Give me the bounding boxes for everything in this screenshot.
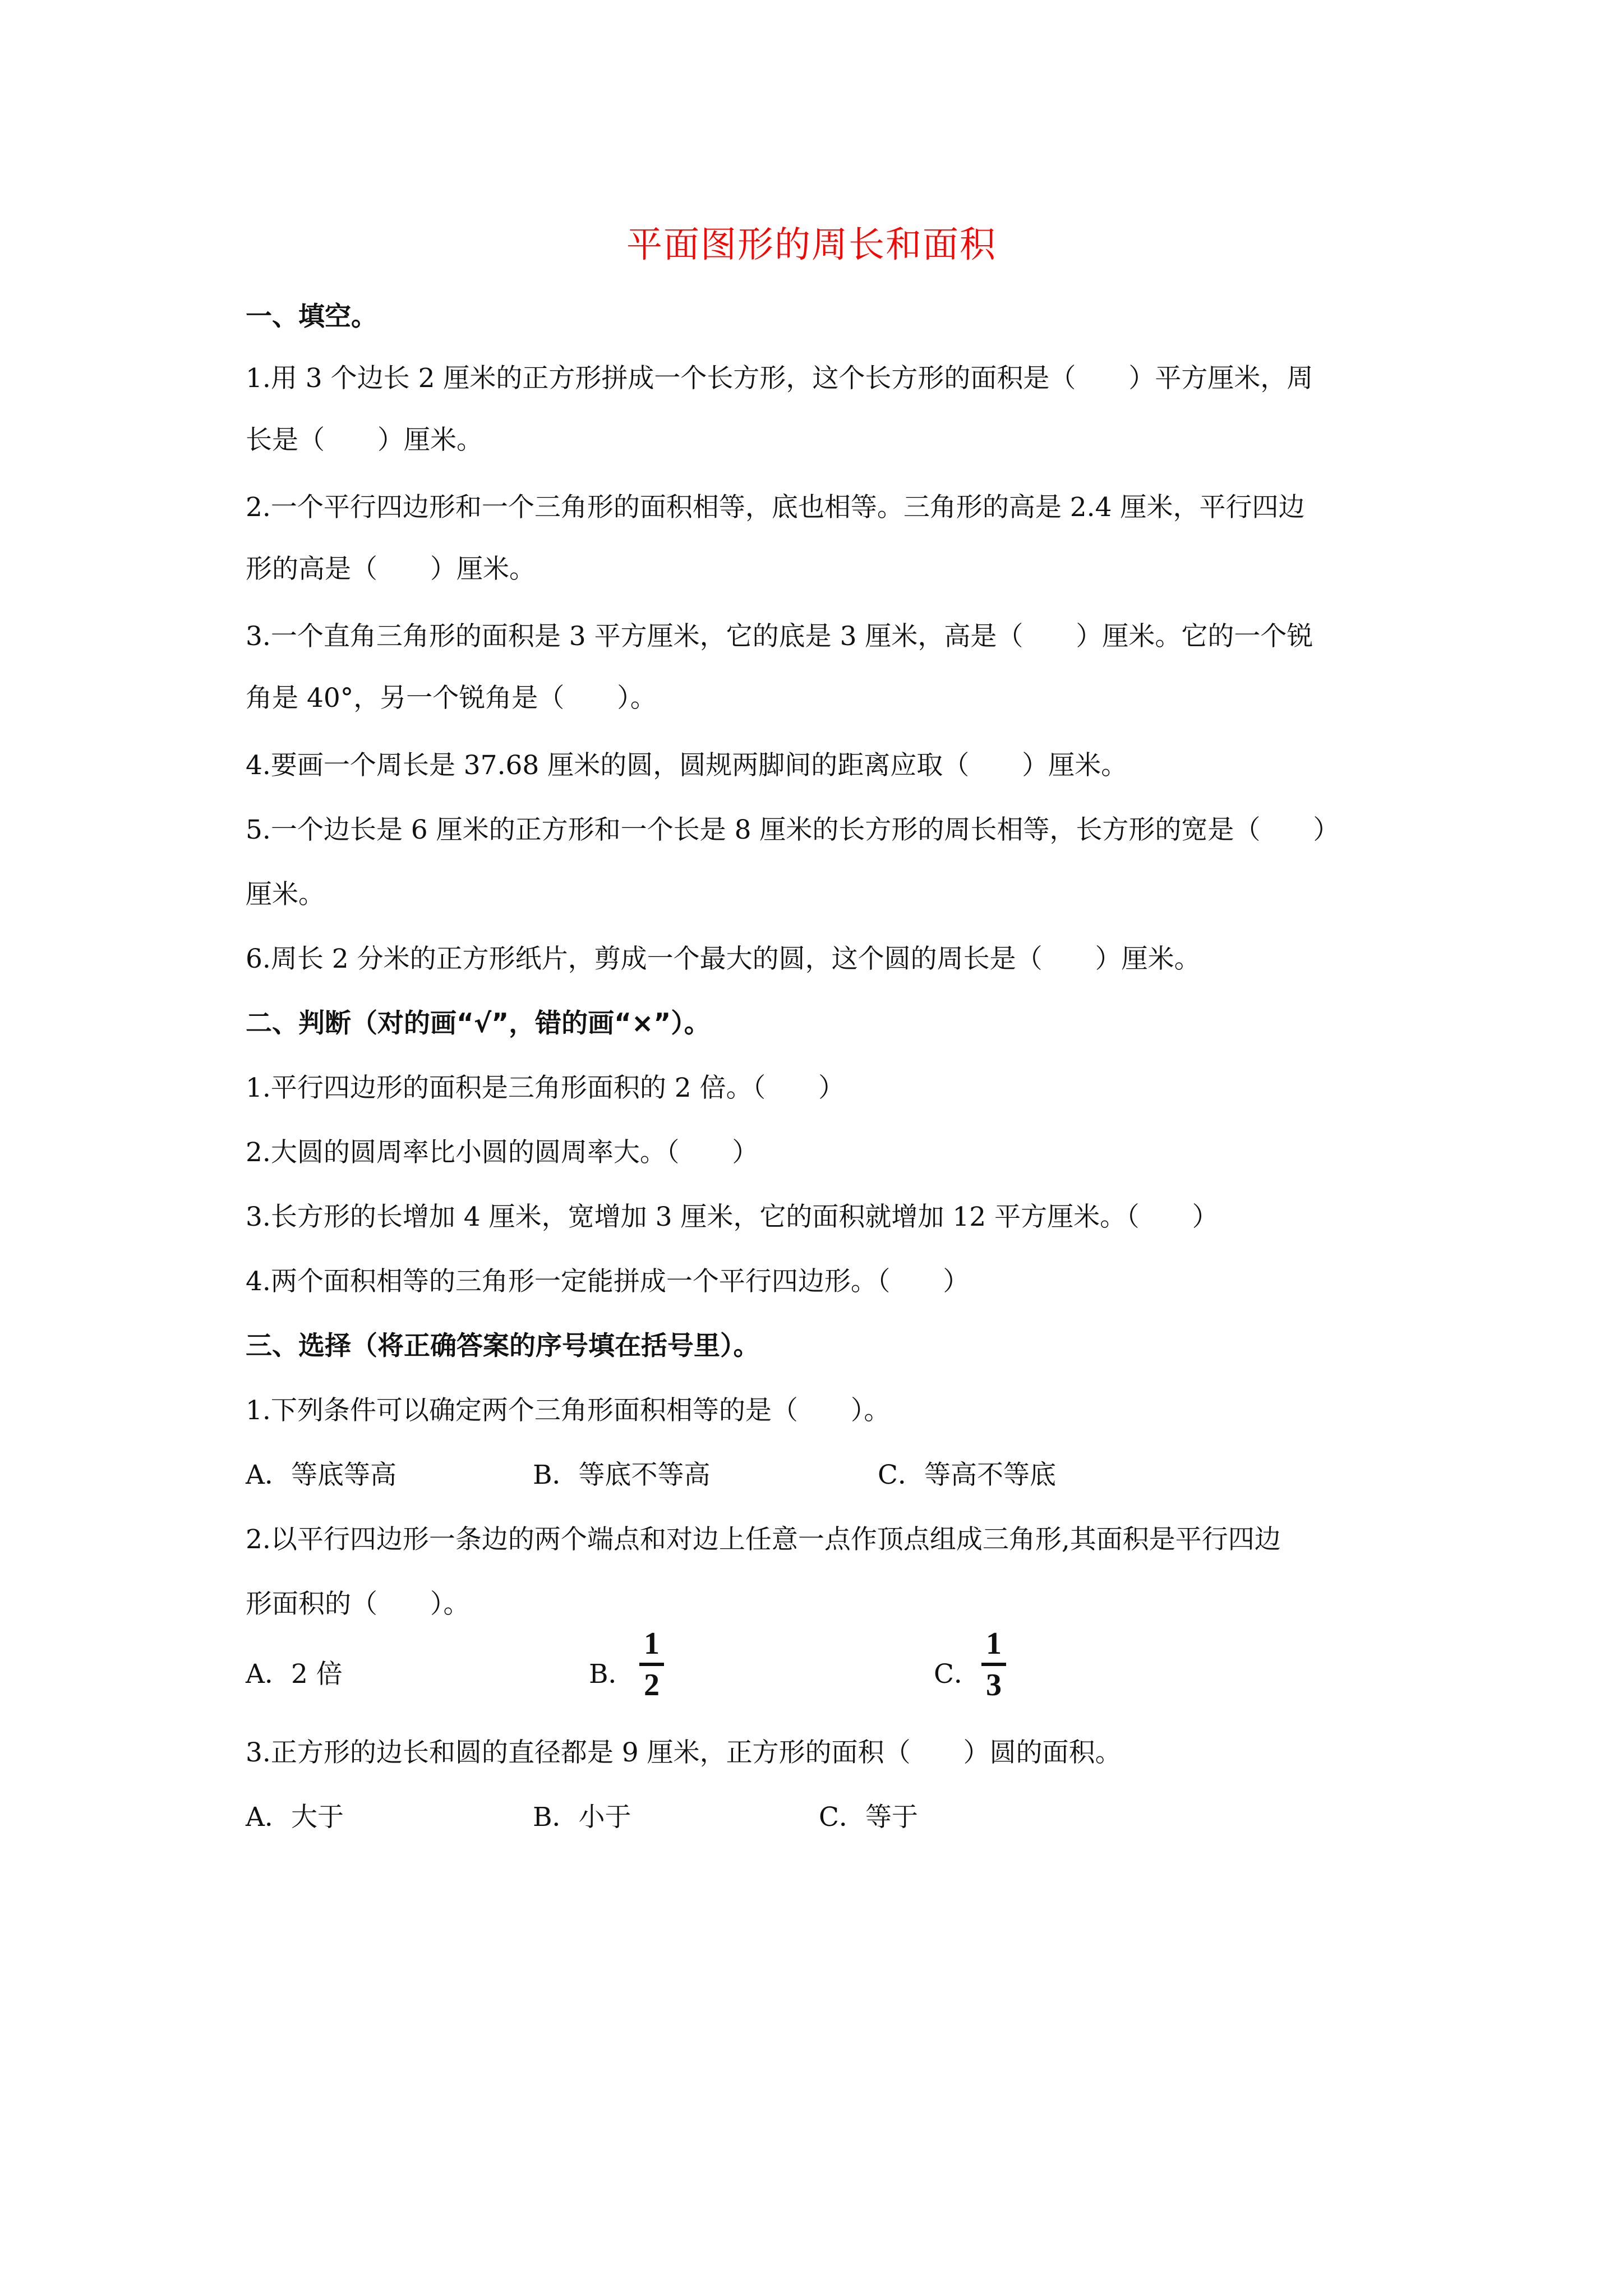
option-3-2-b-label: B． xyxy=(589,1659,635,1690)
question-1-5-line-1: 5.一个边长是 6 厘米的正方形和一个长是 8 厘米的长方形的周长相等，长方形的宽是（ ） xyxy=(246,815,1340,845)
fraction-numerator: 1 xyxy=(986,1626,1002,1661)
fraction-one-third xyxy=(981,1627,1006,1702)
option-3-3-a: A．大于 xyxy=(246,1802,344,1833)
option-3-2-a: A．2 倍 xyxy=(246,1659,343,1690)
fraction-denominator: 2 xyxy=(644,1668,660,1703)
question-1-5-line-2: 厘米。 xyxy=(246,879,325,910)
question-3-1: 1.下列条件可以确定两个三角形面积相等的是（ ）。 xyxy=(246,1395,891,1426)
fraction-bar xyxy=(981,1663,1006,1666)
option-3-3-c: C．等于 xyxy=(819,1802,918,1833)
fraction-denominator: 3 xyxy=(986,1668,1002,1703)
option-3-1-c: C．等高不等底 xyxy=(878,1460,1056,1490)
question-2-1: 1.平行四边形的面积是三角形面积的 2 倍。（ ） xyxy=(246,1073,845,1103)
fraction-bar xyxy=(639,1663,664,1666)
fraction-one-half xyxy=(639,1627,664,1702)
question-1-1-line-2: 长是（ ）厘米。 xyxy=(246,425,483,455)
question-3-2-line-2: 形面积的（ ）。 xyxy=(246,1589,470,1619)
section-heading-fill-blank: 一、填空。 xyxy=(246,301,377,332)
question-2-3: 3.长方形的长增加 4 厘米，宽增加 3 厘米，它的面积就增加 12 平方厘米。（ ） xyxy=(246,1202,1219,1232)
question-1-3-line-1: 3.一个直角三角形的面积是 3 平方厘米，它的底是 3 厘米，高是（ ）厘米。它的一个锐 xyxy=(246,621,1313,652)
question-2-2: 2.大圆的圆周率比小圆的圆周率大。（ ） xyxy=(246,1137,759,1168)
question-2-4: 4.两个面积相等的三角形一定能拼成一个平行四边形。（ ） xyxy=(246,1266,970,1297)
question-3-2-line-1: 2.以平行四边形一条边的两个端点和对边上任意一点作顶点组成三角形,其面积是平行四边 xyxy=(246,1524,1281,1555)
question-1-2-line-1: 2.一个平行四边形和一个三角形的面积相等，底也相等。三角形的高是 2.4 厘米，平行四边 xyxy=(246,492,1305,523)
page-title: 平面图形的周长和面积 xyxy=(626,224,997,266)
section-heading-multiple-choice: 三、选择（将正确答案的序号填在括号里）。 xyxy=(246,1331,760,1361)
section-heading-true-false: 二、判断（对的画“√”，错的画“×”）。 xyxy=(246,1008,711,1039)
option-3-2-c-label: C． xyxy=(934,1659,980,1690)
question-3-3: 3.正方形的边长和圆的直径都是 9 厘米，正方形的面积（ ）圆的面积。 xyxy=(246,1737,1122,1768)
option-3-1-b: B．等底不等高 xyxy=(533,1460,711,1490)
option-3-3-b: B．小于 xyxy=(533,1802,631,1833)
question-1-1-line-1: 1.用 3 个边长 2 厘米的正方形拼成一个长方形，这个长方形的面积是（ ）平方厘米，周 xyxy=(246,363,1313,394)
question-1-6: 6.周长 2 分米的正方形纸片，剪成一个最大的圆，这个圆的周长是（ ）厘米。 xyxy=(246,944,1201,974)
question-1-2-line-2: 形的高是（ ）厘米。 xyxy=(246,554,536,585)
option-3-1-a: A．等底等高 xyxy=(246,1460,396,1490)
question-1-4: 4.要画一个周长是 37.68 厘米的圆，圆规两脚间的距离应取（ ）厘米。 xyxy=(246,750,1128,781)
question-1-3-line-2: 角是 40°，另一个锐角是（ ）。 xyxy=(246,683,657,714)
fraction-numerator: 1 xyxy=(644,1626,660,1661)
